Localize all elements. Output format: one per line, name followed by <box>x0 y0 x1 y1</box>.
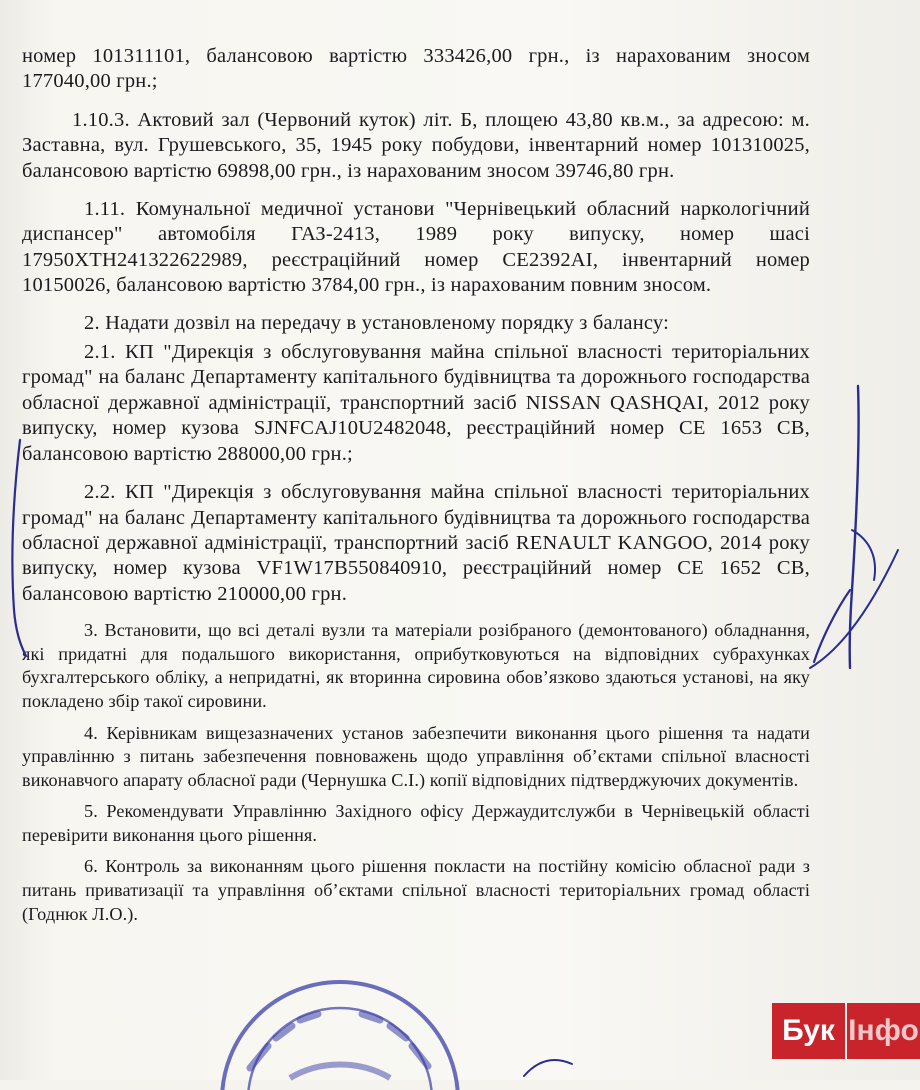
paragraph-6: 6. Контроль за виконанням цього рішення покласти на постійну комісію обласної ради з питань приватизації та управління об’єктами спільної власності територіальних громад області (Годнюк Л.О.). <box>22 856 810 924</box>
paragraph-3: 3. Встановити, що всі деталі вузли та матеріали розібраного (демонтованого) обладнання, які придатні для подальшого використання, оприбутковуються на відповідних субрахунках бухгалтерського обліку, а непридатні, як вторинна сировина обов’язково здаються установі, на яку покладено збір такої сировини. <box>22 620 810 711</box>
logo-left-text: Бук <box>772 1003 845 1059</box>
paragraph-2-2: 2.2. КП "Дирекція з обслуговування майна спільної власності територіальних громад" на баланс Департаменту капітального будівництва та дорожнього господарства обласної державної адміністрації, транспортний засіб RENAULT KANGOO, 2014 року випуску, номер кузова VF1W17B550840910, реєстраційний номер СЕ 1652 СВ, балансовою вартістю 210000,00 грн. <box>22 481 810 605</box>
pen-scribble-bottom <box>520 1050 580 1080</box>
handwritten-signature <box>800 380 920 680</box>
official-stamp <box>180 960 480 1090</box>
paragraph-1-10-3: 1.10.3. Актовий зал (Червоний куток) літ. Б, площею 43,80 кв.м., за адресою: м. Заставна, вул. Грушевського, 35, 1945 року побудови, інвентарний номер 101310025, балансовою вартістю 69898,00 грн., із нарахованим зносом 39746,80 грн. <box>22 108 810 182</box>
paragraph-2-1: 2.1. КП "Дирекція з обслуговування майна спільної власності територіальних громад" на баланс Департаменту капітального будівництва та дорожнього господарства обласної державної адміністрації, транспортний засіб NISSAN QASHQAI, 2012 року випуску, номер кузова SJNFCAJ10U2482048, реєстраційний номер СЕ 1653 СВ, балансовою вартістю 288000,00 грн.; <box>22 341 810 465</box>
paragraph-5: 5. Рекомендувати Управлінню Західного офісу Держаудитслужби в Чернівецькій області перевірити виконання цього рішення. <box>22 801 810 845</box>
bukinfo-logo[interactable] <box>772 1003 920 1059</box>
logo-right-text: Інфо <box>845 1003 920 1059</box>
paragraph-2: 2. Надати дозвіл на передачу в установленому порядку з балансу: <box>84 311 670 334</box>
document-body <box>22 44 810 926</box>
paragraph-1-10-2-continuation: номер 101311101, балансовою вартістю 333426,00 грн., із нарахованим зносом 177040,00 грн.; <box>22 45 810 93</box>
paragraph-4: 4. Керівникам вищезазначених установ забезпечити виконання цього рішення та надати управлінню з питань забезпечення повноважень щодо управління об’єктами спільної власності виконавчого апарату обласної ради (Чернушка С.І.) копії відповідних підтверджуючих документів. <box>22 722 810 790</box>
paragraph-1-11: 1.11. Комунальної медичної установи "Чернівецький обласний наркологічний диспансер" автомобіля ГАЗ-2413, 1989 року випуску, номер шасі 17950ХТН241322622989, реєстраційний номер СЕ2392АІ, інвентарний номер 10150026, балансовою вартістю 3784,00 грн., із нарахованим повним зносом. <box>22 198 810 297</box>
